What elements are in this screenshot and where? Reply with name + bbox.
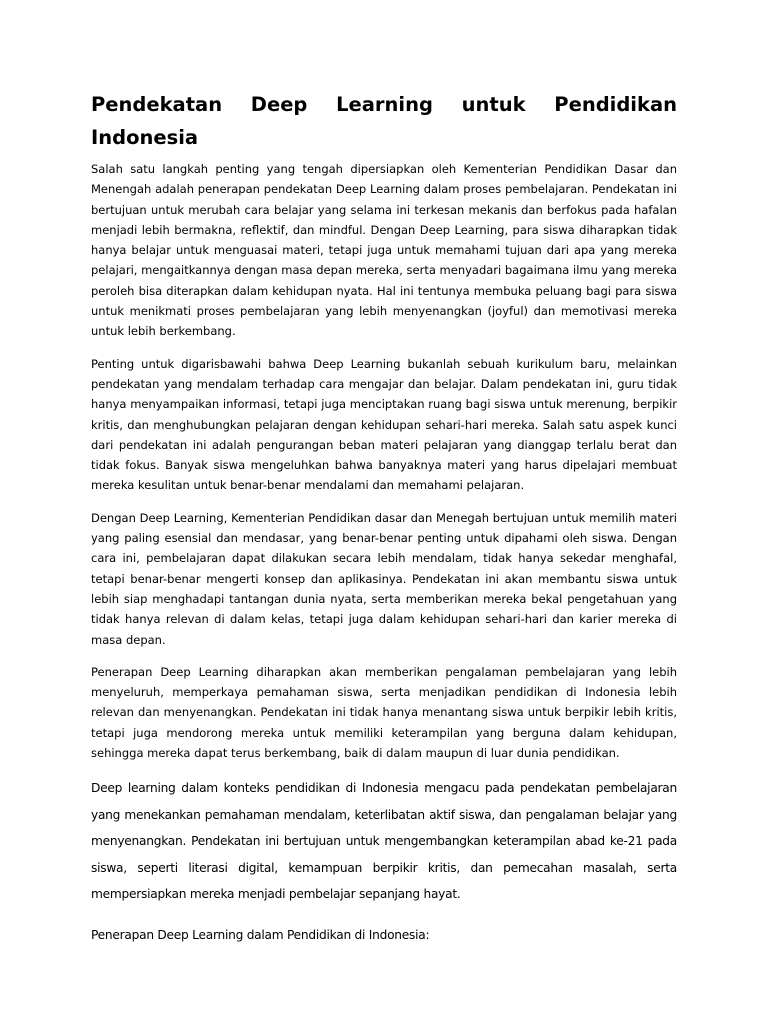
document-title: Pendekatan Deep Learning untuk Pendidikan Indonesia bbox=[91, 93, 677, 149]
paragraph-essential-material: Dengan Deep Learning, Kementerian Pendidikan dasar dan Menegah bertujuan untuk memilih materi yang paling esensial dan mendasar, yang benar-benar penting untuk dipahami oleh siswa. Dengan cara ini, pembelajaran dapat dilakukan secara lebih mendalam, tidak hanya sekedar menghafal, tetapi benar-benar mengerti konsep dan aplikasinya. Pendekatan ini akan membantu siswa untuk lebih siap menghadapi tantangan dunia nyata, serta memberikan mereka bekal pengetahuan yang tidak hanya relevan di dalam kelas, tetapi juga dalam kehidupan sehari-hari dan karier mereka di masa depan. bbox=[91, 510, 677, 647]
paragraph-intro: Salah satu langkah penting yang tengah dipersiapkan oleh Kementerian Pendidikan Dasar dan Menengah adalah penerapan pendekatan Deep Learning dalam proses pembelajaran. Pendekatan ini bertujuan untuk merubah cara belajar yang selama ini terkesan mekanis dan berfokus pada hafalan menjadi lebih bermakna, reflektif, dan mindful. Dengan Deep Learning, para siswa diharapkan tidak hanya belajar untuk menguasai materi, tetapi juga untuk memahami tujuan dari apa yang mereka pelajari, mengaitkannya dengan masa depan mereka, serta menyadari bagaimana ilmu yang mereka peroleh bisa diterapkan dalam kehidupan nyata. Hal ini tentunya membuka peluang bagi para siswa untuk menikmati proses pembelajaran yang lebih menyenangkan (joyful) dan memotivasi mereka untuk lebih berkembang. bbox=[91, 162, 677, 339]
paragraph-implementation-heading: Penerapan Deep Learning dalam Pendidikan di Indonesia: bbox=[91, 927, 430, 942]
paragraph-expected-outcome: Penerapan Deep Learning diharapkan akan memberikan pengalaman pembelajaran yang lebih menyeluruh, memperkaya pemahaman siswa, serta menjadikan pendidikan di Indonesia lebih relevan dan menyenangkan. Pendekatan ini tidak hanya menantang siswa untuk berpikir lebih kritis, tetapi juga mendorong mereka untuk memiliki keterampilan yang berguna dalam kehidupan, sehingga mereka dapat terus berkembang, baik di dalam maupun di luar dunia pendidikan. bbox=[91, 664, 677, 761]
paragraph-not-curriculum: Penting untuk digarisbawahi bahwa Deep Learning bukanlah sebuah kurikulum baru, melainkan pendekatan yang mendalam terhadap cara mengajar dan belajar. Dalam pendekatan ini, guru tidak hanya menyampaikan informasi, tetapi juga menciptakan ruang bagi siswa untuk merenung, berpikir kritis, dan menghubungkan pelajaran dengan kehidupan sehari-hari mereka. Salah satu aspek kunci dari pendekatan ini adalah pengurangan beban materi pelajaran yang dianggap terlalu berat dan tidak fokus. Banyak siswa mengeluhkan bahwa banyaknya materi yang harus dipelajari membuat mereka kesulitan untuk benar-benar mendalami dan memahami pelajaran. bbox=[91, 356, 677, 493]
paragraph-context: Deep learning dalam konteks pendidikan di Indonesia mengacu pada pendekatan pembelajaran yang menekankan pemahaman mendalam, keterlibatan aktif siswa, dan pengalaman belajar yang menyenangkan. Pendekatan ini bertujuan untuk mengembangkan keterampilan abad ke-21 pada siswa, seperti literasi digital, kemampuan berpikir kritis, dan pemecahan masalah, serta mempersiapkan mereka menjadi pembelajar sepanjang hayat. bbox=[91, 781, 677, 902]
